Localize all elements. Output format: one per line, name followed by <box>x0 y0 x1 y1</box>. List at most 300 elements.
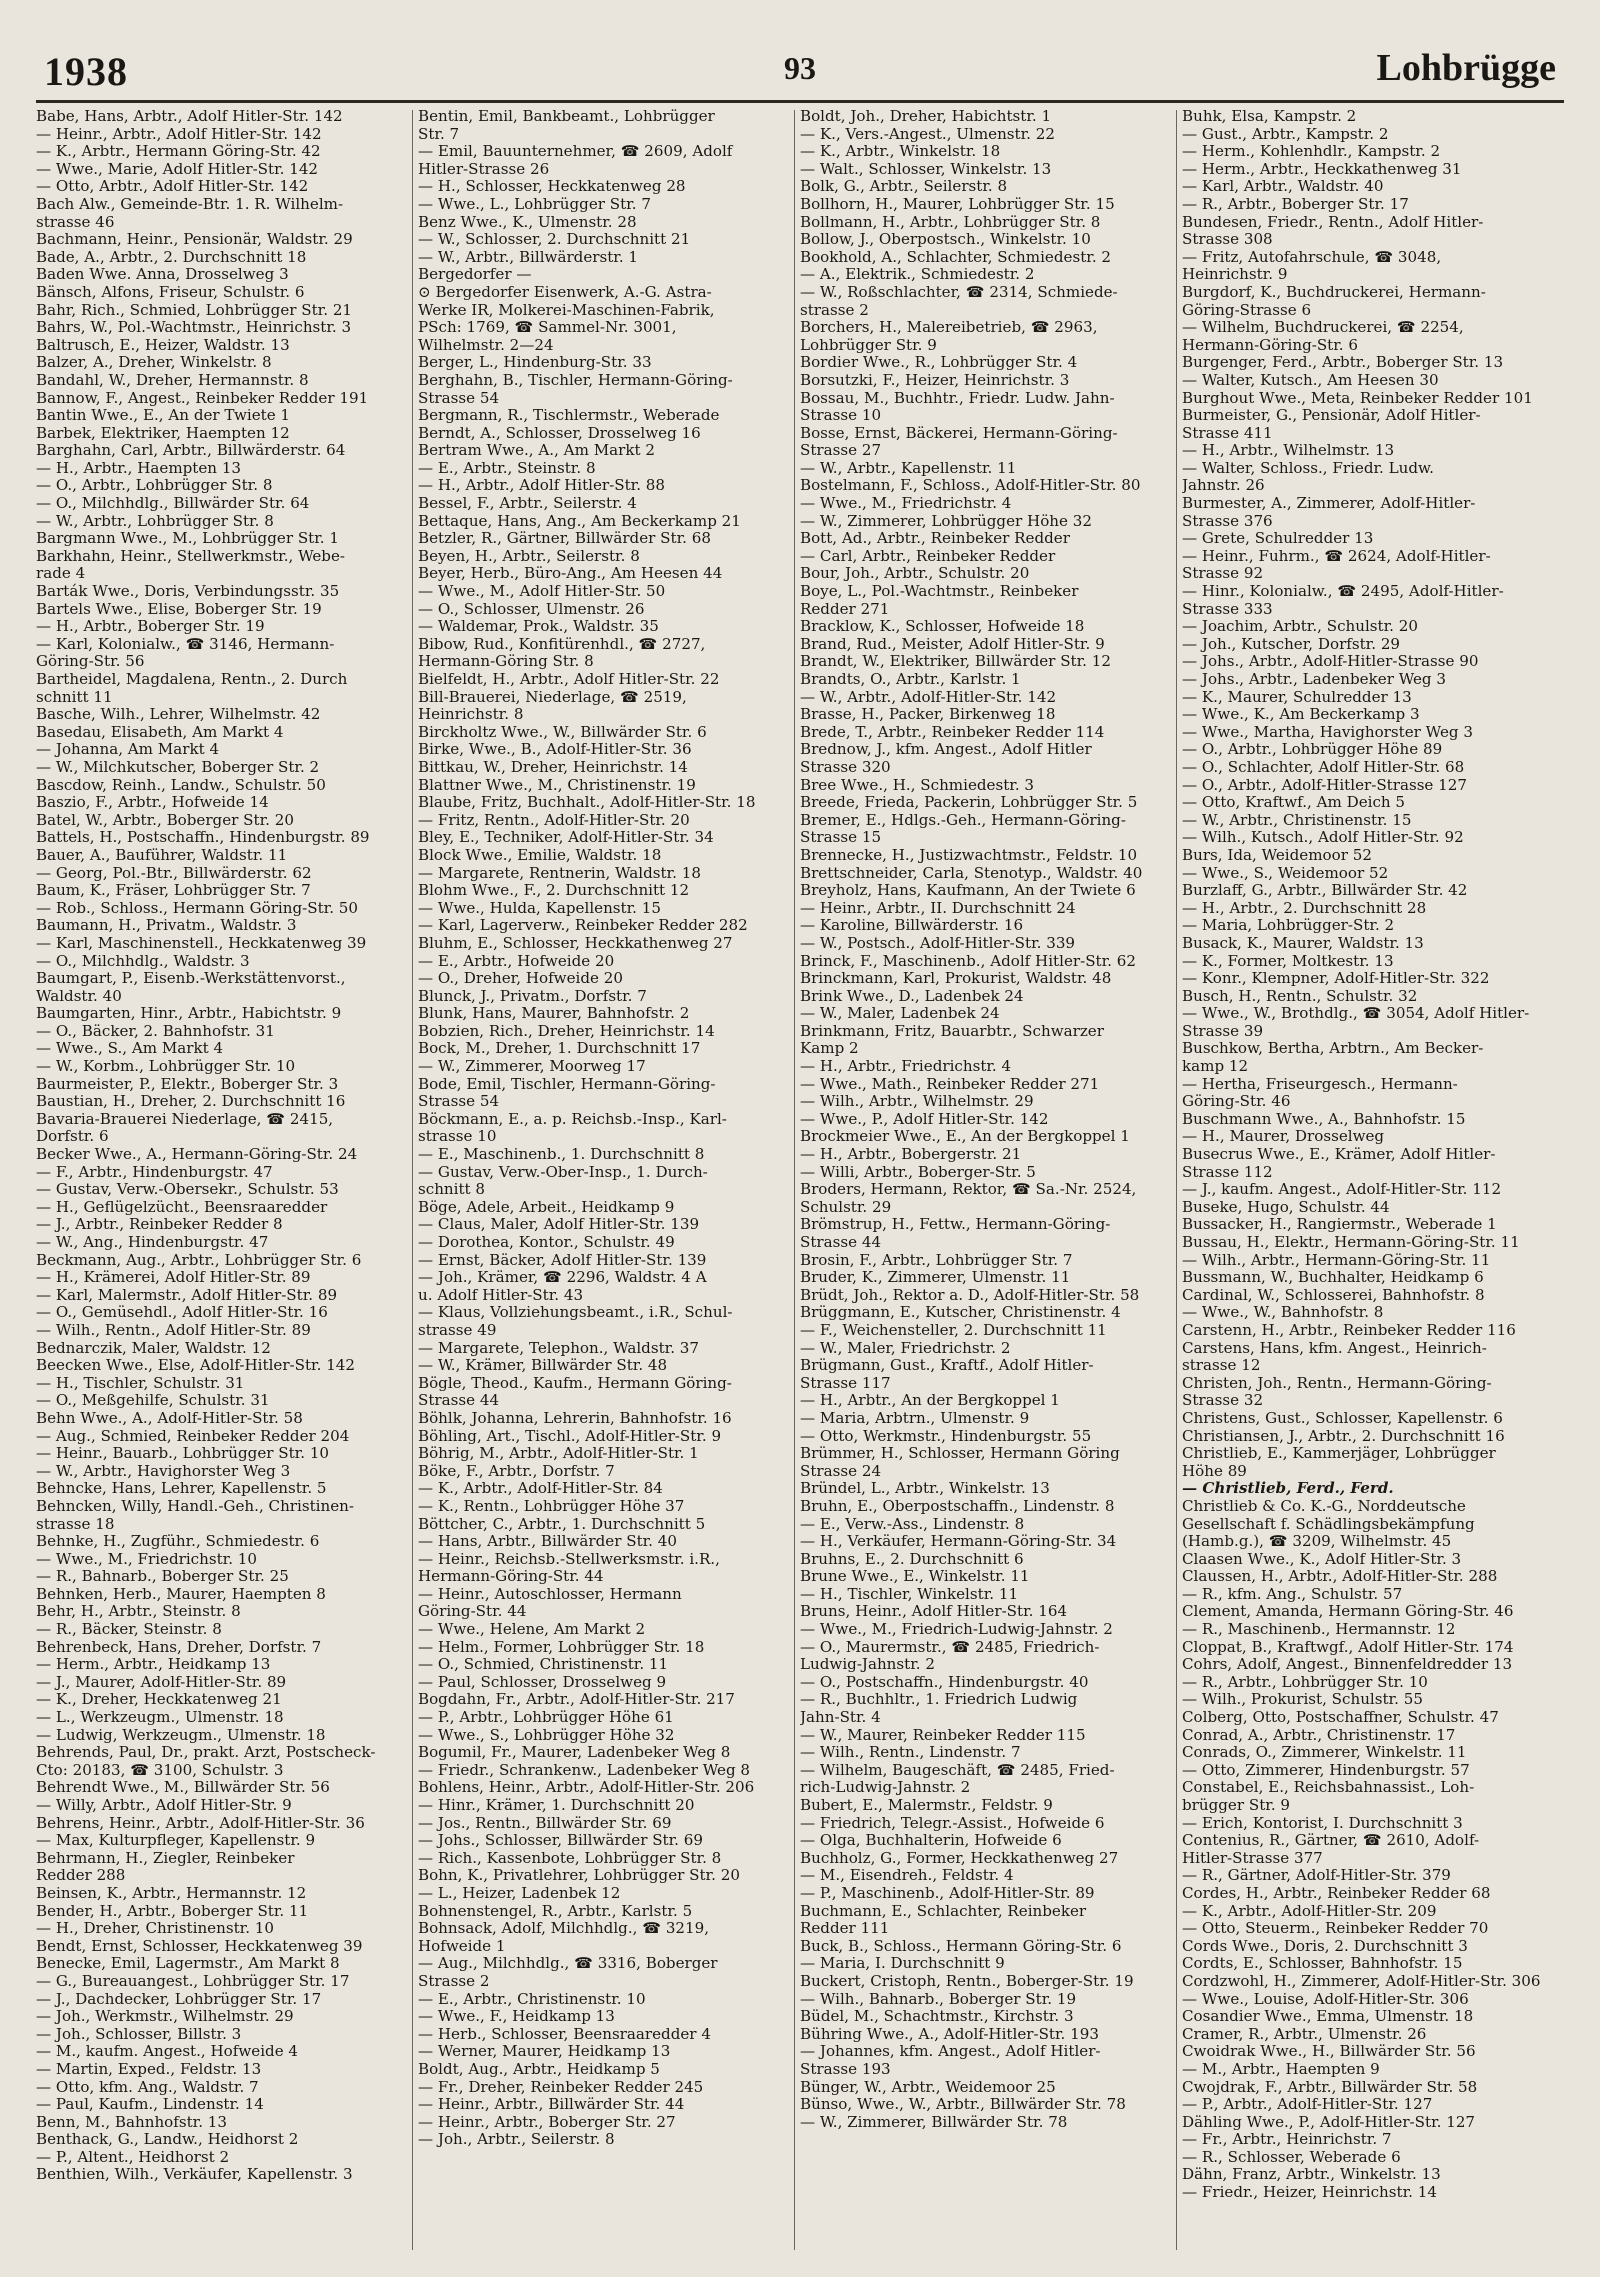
page-place-title: Lohbrügge <box>1376 47 1556 89</box>
directory-entry: Bannow, F., Angest., Reinbeker Redder 191 <box>36 389 369 407</box>
directory-entry: Heinrichstr. 9 <box>1182 266 1288 284</box>
directory-entry: Burghout Wwe., Meta, Reinbeker Redder 101 <box>1182 389 1533 407</box>
directory-entry: — H., Arbtr., 2. Durchschnitt 28 <box>1182 899 1427 917</box>
directory-entry: Bergmann, R., Tischlermstr., Weberade <box>418 407 720 425</box>
directory-entry: — Gustav, Verw.-Ober-Insp., 1. Durch- <box>418 1163 708 1181</box>
directory-entry: — W., Arbtr., Billwärderstr. 1 <box>418 248 639 266</box>
directory-entry: — Aug., Milchhdlg., ☎ 3316, Boberger <box>418 1955 718 1973</box>
directory-entry: Strasse 376 <box>1182 512 1273 530</box>
directory-entry: Bantin Wwe., E., An der Twiete 1 <box>36 407 291 425</box>
directory-entry: schnitt 11 <box>36 688 113 706</box>
directory-entry: — Maria, I. Durchschnitt 9 <box>800 1955 1005 1973</box>
directory-columns <box>36 108 1564 2258</box>
directory-entry: Dähn, Franz, Arbtr., Winkelstr. 13 <box>1182 2166 1441 2184</box>
page-header <box>40 44 1560 94</box>
directory-entry: Blattner Wwe., M., Christinenstr. 19 <box>418 776 696 794</box>
directory-entry: — H., Dreher, Christinenstr. 10 <box>36 1920 274 1938</box>
directory-entry: Strasse 24 <box>800 1462 882 1480</box>
directory-entry: Beecken Wwe., Else, Adolf-Hitler-Str. 142 <box>36 1357 356 1375</box>
directory-entry: Bergedorfer — <box>418 266 532 284</box>
directory-entry: Battels, H., Postschaffn., Hindenburgstr. 89 <box>36 829 370 847</box>
directory-entry: Buckert, Cristoph, Rentn., Boberger-Str. 19 <box>800 1972 1134 1990</box>
directory-entry: Cardinal, W., Schlosserei, Bahnhofstr. 8 <box>1182 1286 1485 1304</box>
directory-entry: — W., Arbtr., Christinenstr. 15 <box>1182 811 1412 829</box>
directory-entry: Jahn-Str. 4 <box>800 1709 881 1727</box>
directory-entry: Brednow, J., kfm. Angest., Adolf Hitler <box>800 741 1092 759</box>
directory-entry: — Wilhelm, Buchdruckerei, ☎ 2254, <box>1182 319 1464 337</box>
directory-entry: Baltrusch, E., Heizer, Waldstr. 13 <box>36 336 290 354</box>
directory-entry: Bussacker, H., Rangiermstr., Weberade 1 <box>1182 1216 1497 1234</box>
directory-entry: Heinrichstr. 8 <box>418 706 524 724</box>
directory-entry: rich-Ludwig-Jahnstr. 2 <box>800 1779 971 1797</box>
directory-entry: — Maria, Lohbrügger-Str. 2 <box>1182 917 1395 935</box>
directory-entry: Bendt, Ernst, Schlosser, Heckkatenweg 39 <box>36 1937 363 1955</box>
directory-entry: Burgdorf, K., Buchdruckerei, Hermann- <box>1182 283 1486 301</box>
directory-entry: — Maria, Arbtrn., Ulmenstr. 9 <box>800 1409 1030 1427</box>
directory-entry: Bögle, Theod., Kaufm., Hermann Göring- <box>418 1374 732 1392</box>
directory-entry: ⊙ Bergedorfer Eisenwerk, A.-G. Astra- <box>418 283 712 301</box>
directory-entry: — H., Arbtr., An der Bergkoppel 1 <box>800 1392 1060 1410</box>
directory-entry: Babe, Hans, Arbtr., Adolf Hitler-Str. 142 <box>36 108 343 125</box>
directory-entry: Bielfeldt, H., Arbtr., Adolf Hitler-Str. 22 <box>418 671 720 688</box>
directory-entry: Dorfstr. 6 <box>36 1128 109 1146</box>
directory-entry: Behnke, H., Zugführ., Schmiedestr. 6 <box>36 1533 320 1551</box>
directory-entry: Constabel, E., Reichsbahnassist., Loh- <box>1182 1779 1475 1797</box>
directory-entry: — W., Schlosser, 2. Durchschnitt 21 <box>418 231 691 249</box>
directory-entry: Bünger, W., Arbtr., Weidemoor 25 <box>800 2078 1056 2096</box>
directory-entry: Bussmann, W., Buchhalter, Heidkamp 6 <box>1182 1269 1484 1287</box>
directory-entry: Cordes, H., Arbtr., Reinbeker Redder 68 <box>1182 1884 1491 1902</box>
directory-entry: — Hinr., Kolonialw., ☎ 2495, Adolf-Hitler- <box>1182 583 1504 601</box>
directory-entry: Barkhahn, Heinr., Stellwerkmstr., Webe- <box>36 547 345 565</box>
directory-entry: — Fr., Arbtr., Heinrichstr. 7 <box>1182 2131 1392 2149</box>
directory-entry: — A., Elektrik., Schmiedestr. 2 <box>800 266 1035 284</box>
directory-entry: Brinck, F., Maschinenb., Adolf Hitler-Str. 62 <box>800 952 1136 970</box>
directory-entry: — H., Arbtr., Haempten 13 <box>36 459 242 477</box>
directory-entry: Block Wwe., Emilie, Waldstr. 18 <box>418 846 662 864</box>
directory-entry: Brink Wwe., D., Ladenbek 24 <box>800 987 1024 1005</box>
directory-entry: Strasse 112 <box>1182 1163 1273 1181</box>
directory-entry: — O., Arbtr., Lohbrügger Höhe 89 <box>1182 741 1443 759</box>
directory-entry: — Johs., Arbtr., Adolf-Hitler-Strasse 90 <box>1182 653 1479 671</box>
directory-entry: Hermann-Göring-Str. 44 <box>418 1568 604 1586</box>
directory-entry: Barghahn, Carl, Arbtr., Billwärderstr. 64 <box>36 442 346 460</box>
directory-entry: Betzler, R., Gärtner, Billwärder Str. 68 <box>418 530 711 548</box>
directory-entry: — Martin, Exped., Feldstr. 13 <box>36 2060 262 2078</box>
directory-entry: — O., Milchhdlg., Billwärder Str. 64 <box>36 495 310 513</box>
directory-entry: Clement, Amanda, Hermann Göring-Str. 46 <box>1182 1603 1514 1621</box>
directory-entry: Brinkmann, Fritz, Bauarbtr., Schwarzer <box>800 1022 1104 1040</box>
directory-entry: — Wwe., Hulda, Kapellenstr. 15 <box>418 899 661 917</box>
directory-entry: Bollhorn, H., Maurer, Lohbrügger Str. 15 <box>800 195 1115 213</box>
directory-entry: — W., Ang., Hindenburgstr. 47 <box>36 1234 269 1251</box>
directory-entry: — J., Dachdecker, Lohbrügger Str. 17 <box>36 1990 322 2008</box>
directory-entry: — M., Eisendreh., Feldstr. 4 <box>800 1867 1014 1885</box>
directory-entry: Benn, M., Bahnhofstr. 13 <box>36 2113 228 2131</box>
directory-entry: Strasse 32 <box>1182 1392 1264 1410</box>
directory-entry: — O., Milchhdlg., Waldstr. 3 <box>36 952 250 970</box>
directory-entry: Bründel, L., Arbtr., Winkelstr. 13 <box>800 1480 1050 1498</box>
directory-entry: Bundesen, Friedr., Rentn., Adolf Hitler- <box>1182 213 1484 231</box>
directory-entry: Behncke, Hans, Lehrer, Kapellenstr. 5 <box>36 1480 327 1498</box>
directory-entry: Balzer, A., Dreher, Winkelstr. 8 <box>36 354 272 372</box>
directory-entry: Brand, Rud., Meister, Adolf Hitler-Str. 9 <box>800 635 1105 653</box>
directory-entry: — Wwe., W., Bahnhofstr. 8 <box>1182 1304 1384 1322</box>
directory-entry: — Herb., Schlosser, Beensraaredder 4 <box>418 2025 711 2043</box>
directory-entry: — Wwe., P., Adolf Hitler-Str. 142 <box>800 1110 1049 1128</box>
directory-entry: Cwoidrak Wwe., H., Billwärder Str. 56 <box>1182 2043 1476 2061</box>
directory-entry: — L., Heizer, Ladenbek 12 <box>418 1884 621 1902</box>
directory-entry: Böge, Adele, Arbeit., Heidkamp 9 <box>418 1198 675 1216</box>
directory-entry: — R., Arbtr., Boberger Str. 17 <box>1182 195 1409 213</box>
directory-entry: — Grete, Schulredder 13 <box>1182 530 1374 548</box>
directory-entry: Böttcher, C., Arbtr., 1. Durchschnitt 5 <box>418 1515 706 1533</box>
directory-entry: Christlieb, E., Kammerjäger, Lohbrügger <box>1182 1445 1496 1463</box>
directory-entry: Berger, L., Hindenburg-Str. 33 <box>418 354 652 372</box>
directory-entry: Bolk, G., Arbtr., Seilerstr. 8 <box>800 178 1008 196</box>
directory-entry: — F., Arbtr., Hindenburgstr. 47 <box>36 1163 273 1181</box>
directory-entry: — W., Korbm., Lohbrügger Str. 10 <box>36 1058 296 1076</box>
directory-entry: Bremer, E., Hdlgs.-Geh., Hermann-Göring- <box>800 811 1126 829</box>
directory-entry: Brennecke, H., Justizwachtmstr., Feldstr. 10 <box>800 846 1138 864</box>
directory-entry: — Wilh., Rentn., Lindenstr. 7 <box>800 1744 1021 1762</box>
directory-entry: — H., Schlosser, Heckkatenweg 28 <box>418 178 686 196</box>
directory-entry: — Herm., Kohlenhdlr., Kampstr. 2 <box>1182 143 1441 161</box>
directory-entry: — E., Arbtr., Christinenstr. 10 <box>418 1990 646 2008</box>
directory-entry: Blunck, J., Privatm., Dorfstr. 7 <box>418 987 647 1005</box>
directory-entry: strasse 49 <box>418 1321 497 1339</box>
directory-entry: — Herm., Arbtr., Heidkamp 13 <box>36 1656 271 1674</box>
directory-entry: Contenius, R., Gärtner, ☎ 2610, Adolf- <box>1182 1832 1480 1850</box>
directory-entry: Buseke, Hugo, Schulstr. 44 <box>1182 1198 1390 1216</box>
directory-entry: — Emil, Bauunternehmer, ☎ 2609, Adolf <box>418 143 733 161</box>
directory-entry: u. Adolf Hitler-Str. 43 <box>418 1286 584 1304</box>
directory-entry: Strasse 193 <box>800 2060 891 2078</box>
directory-entry: Strasse 2 <box>418 1972 490 1990</box>
directory-entry: Busecrus Wwe., E., Krämer, Adolf Hitler- <box>1182 1146 1496 1164</box>
directory-entry: Bill-Brauerei, Niederlage, ☎ 2519, <box>418 688 687 706</box>
directory-entry: — Wwe., M., Friedrich-Ludwig-Jahnstr. 2 <box>800 1621 1113 1639</box>
directory-entry: Bracklow, K., Schlosser, Hofweide 18 <box>800 618 1085 636</box>
directory-entry: — Otto, Zimmerer, Hindenburgstr. 57 <box>1182 1761 1470 1779</box>
directory-entry: — Hertha, Friseurgesch., Hermann- <box>1182 1075 1458 1093</box>
directory-entry: Cwojdrak, F., Arbtr., Billwärder Str. 58 <box>1182 2078 1478 2096</box>
directory-entry: Ludwig-Jahnstr. 2 <box>800 1656 935 1674</box>
directory-entry: Claussen, H., Arbtr., Adolf-Hitler-Str. 288 <box>1182 1568 1498 1586</box>
directory-entry: — Wwe., Helene, Am Markt 2 <box>418 1621 646 1639</box>
directory-entry: Gesellschaft f. Schädlingsbekämpfung <box>1182 1515 1475 1533</box>
directory-entry: — E., Arbtr., Steinstr. 8 <box>418 459 596 477</box>
directory-entry: Basedau, Elisabeth, Am Markt 4 <box>36 723 284 741</box>
directory-entry: Christlieb & Co. K.-G., Norddeutsche <box>1182 1497 1466 1515</box>
directory-entry: Cohrs, Adolf, Angest., Binnenfeldredder 13 <box>1182 1656 1513 1674</box>
directory-entry: — R., Bahnarb., Boberger Str. 25 <box>36 1568 289 1586</box>
directory-entry: Burs, Ida, Weidemoor 52 <box>1182 846 1372 864</box>
directory-entry: — O., Arbtr., Adolf-Hitler-Strasse 127 <box>1182 776 1467 794</box>
directory-entry: — Willy, Arbtr., Adolf Hitler-Str. 9 <box>36 1797 292 1814</box>
directory-entry: Bruns, Heinr., Adolf Hitler-Str. 164 <box>800 1603 1068 1621</box>
directory-entry: Bree Wwe., H., Schmiedestr. 3 <box>800 776 1035 794</box>
directory-entry: Burmester, A., Zimmerer, Adolf-Hitler- <box>1182 495 1476 513</box>
directory-entry: — Heinr., Arbtr., Adolf Hitler-Str. 142 <box>36 125 322 143</box>
directory-entry: Baumann, H., Privatm., Waldstr. 3 <box>36 917 297 935</box>
directory-entry: Borsutzki, F., Heizer, Heinrichstr. 3 <box>800 371 1070 389</box>
directory-entry: Behrmann, H., Ziegler, Reinbeker <box>36 1849 295 1867</box>
directory-entry: — Wwe., Math., Reinbeker Redder 271 <box>800 1075 1100 1093</box>
directory-entry: Christen, Joh., Rentn., Hermann-Göring- <box>1182 1374 1492 1392</box>
directory-entry: — H., Verkäufer, Hermann-Göring-Str. 34 <box>800 1533 1117 1551</box>
directory-entry: — Gust., Arbtr., Kampstr. 2 <box>1182 125 1389 143</box>
directory-entry: Strasse 44 <box>418 1392 500 1410</box>
directory-entry: — Jos., Rentn., Billwärder Str. 69 <box>418 1814 672 1832</box>
directory-entry: Bour, Joh., Arbtr., Schulstr. 20 <box>800 565 1030 583</box>
directory-entry: — H., Arbtr., Bobergerstr. 21 <box>800 1146 1022 1164</box>
directory-entry: — Johanna, Am Markt 4 <box>36 741 220 759</box>
directory-entry: Böhling, Art., Tischl., Adolf-Hitler-Str. 9 <box>418 1427 722 1445</box>
directory-entry: Benthien, Wilh., Verkäufer, Kapellenstr. 3 <box>36 2166 353 2184</box>
directory-entry: Benecke, Emil, Lagermstr., Am Markt 8 <box>36 1955 340 1973</box>
directory-entry: Breede, Frieda, Packerin, Lohbrügger Str. 5 <box>800 794 1138 812</box>
directory-entry: Bosse, Ernst, Bäckerei, Hermann-Göring- <box>800 424 1118 442</box>
directory-entry: Bauer, A., Bauführer, Waldstr. 11 <box>36 846 288 864</box>
directory-entry: schnitt 8 <box>418 1181 486 1199</box>
directory-entry: — H., Arbtr., Wilhelmstr. 13 <box>1182 442 1395 460</box>
directory-entry: Brüggmann, E., Kutscher, Christinenstr. 4 <box>800 1304 1121 1322</box>
directory-entry: Strasse 10 <box>800 407 882 425</box>
directory-entry: Busack, K., Maurer, Waldstr. 13 <box>1182 934 1424 952</box>
directory-entry: Christiansen, J., Arbtr., 2. Durchschnitt 16 <box>1182 1427 1505 1445</box>
directory-entry: Conrad, A., Arbtr., Christinenstr. 17 <box>1182 1726 1456 1744</box>
directory-entry: — Wwe., S., Weidemoor 52 <box>1182 864 1389 882</box>
column-divider <box>1176 110 1177 2250</box>
directory-entry: — J., kaufm. Angest., Adolf-Hitler-Str. 112 <box>1182 1181 1502 1199</box>
directory-entry: Strasse 92 <box>1182 565 1264 583</box>
directory-entry: Redder 288 <box>36 1867 126 1885</box>
directory-entry: — Karl, Lagerverw., Reinbeker Redder 282 <box>418 917 748 935</box>
directory-entry: Göring-Str. 56 <box>36 653 145 671</box>
directory-entry: Strasse 15 <box>800 829 882 847</box>
directory-entry: — Christlieb, Ferd., Ferd. <box>1182 1480 1394 1498</box>
directory-entry: Burzlaff, G., Arbtr., Billwärder Str. 42 <box>1182 882 1468 900</box>
directory-entry: — P., Maschinenb., Adolf-Hitler-Str. 89 <box>800 1884 1095 1902</box>
directory-entry: — K., Maurer, Schulredder 13 <box>1182 688 1412 706</box>
directory-entry: Birckholtz Wwe., W., Billwärder Str. 6 <box>418 723 707 741</box>
column-divider <box>412 110 413 2250</box>
directory-entry: Beinsen, K., Arbtr., Hermannstr. 12 <box>36 1884 307 1902</box>
directory-entry: Bender, H., Arbtr., Boberger Str. 11 <box>36 1902 309 1920</box>
directory-entry: Büdel, M., Schachtmstr., Kirchstr. 3 <box>800 2008 1074 2026</box>
directory-entry: Böke, F., Arbtr., Dorfstr. 7 <box>418 1462 615 1480</box>
directory-entry: — Dorothea, Kontor., Schulstr. 49 <box>418 1234 675 1251</box>
directory-entry: — W., Maler, Friedrichstr. 2 <box>800 1339 1011 1357</box>
directory-entry: (Hamb.g.), ☎ 3209, Wilhelmstr. 45 <box>1182 1533 1452 1551</box>
directory-entry: — H., Arbtr., Friedrichstr. 4 <box>800 1058 1012 1076</box>
directory-entry: — Wilh., Kutsch., Adolf Hitler-Str. 92 <box>1182 829 1464 847</box>
directory-entry: — Friedr., Heizer, Heinrichstr. 14 <box>1182 2184 1437 2202</box>
directory-entry: Strasse 333 <box>1182 600 1273 618</box>
directory-entry: strasse 12 <box>1182 1357 1261 1375</box>
directory-entry: Behrenbeck, Hans, Dreher, Dorfstr. 7 <box>36 1638 322 1656</box>
directory-entry: Bavaria-Brauerei Niederlage, ☎ 2415, <box>36 1110 334 1128</box>
directory-entry: Höhe 89 <box>1182 1462 1247 1480</box>
directory-entry: Brümmer, H., Schlosser, Hermann Göring <box>800 1445 1120 1463</box>
directory-entry: Bühring Wwe., A., Adolf-Hitler-Str. 193 <box>800 2025 1099 2043</box>
directory-entry: — P., Arbtr., Lohbrügger Höhe 61 <box>418 1709 674 1727</box>
directory-entry: — Werner, Maurer, Heidkamp 13 <box>418 2043 671 2061</box>
directory-entry: Buschkow, Bertha, Arbtrn., Am Becker- <box>1182 1040 1484 1058</box>
directory-entry: Colberg, Otto, Postschaffner, Schulstr. 47 <box>1182 1709 1499 1727</box>
directory-entry: Strasse 54 <box>418 389 500 407</box>
directory-entry: Berghahn, B., Tischler, Hermann-Göring- <box>418 371 733 389</box>
directory-entry: Brandts, O., Arbtr., Karlstr. 1 <box>800 671 1021 688</box>
directory-entry: Carstenn, H., Arbtr., Reinbeker Redder 116 <box>1182 1321 1516 1339</box>
directory-entry: Bogdahn, Fr., Arbtr., Adolf-Hitler-Str. 217 <box>418 1691 735 1709</box>
directory-entry: Buhk, Elsa, Kampstr. 2 <box>1182 108 1357 125</box>
directory-entry: — Friedrich, Telegr.-Assist., Hofweide 6 <box>800 1814 1105 1832</box>
directory-entry: — O., Gemüsehdl., Adolf Hitler-Str. 16 <box>36 1304 328 1322</box>
directory-entry: strasse 10 <box>418 1128 497 1146</box>
directory-entry: — Margarete, Telephon., Waldstr. 37 <box>418 1339 699 1357</box>
directory-entry: — Wwe., L., Lohbrügger Str. 7 <box>418 195 651 213</box>
directory-entry: — Walter, Kutsch., Am Heesen 30 <box>1182 371 1439 389</box>
directory-entry: — Heinr., Arbtr., II. Durchschnitt 24 <box>800 899 1076 917</box>
directory-entry: — Johannes, kfm. Angest., Adolf Hitler- <box>800 2043 1101 2061</box>
directory-entry: Brosin, F., Arbtr., Lohbrügger Str. 7 <box>800 1251 1073 1269</box>
directory-entry: — Otto, Steuerm., Reinbeker Redder 70 <box>1182 1920 1489 1938</box>
directory-entry: Böckmann, E., a. p. Reichsb.-Insp., Karl- <box>418 1110 727 1128</box>
directory-entry: — O., Meßgehilfe, Schulstr. 31 <box>36 1392 270 1410</box>
directory-entry: — K., Arbtr., Hermann Göring-Str. 42 <box>36 143 321 161</box>
directory-entry: Jahnstr. 26 <box>1182 477 1265 495</box>
directory-entry: — Karl, Malermstr., Adolf Hitler-Str. 89 <box>36 1286 338 1304</box>
directory-entry: — Heinr., Bauarb., Lohbrügger Str. 10 <box>36 1445 330 1463</box>
directory-entry: Strasse 39 <box>1182 1022 1264 1040</box>
directory-entry: Bossau, M., Buchhtr., Friedr. Ludw. Jahn- <box>800 389 1115 407</box>
directory-entry: Bobzien, Rich., Dreher, Heinrichstr. 14 <box>418 1022 715 1040</box>
directory-entry: — F., Weichensteller, 2. Durchschnitt 11 <box>800 1321 1107 1339</box>
directory-entry: — H., Maurer, Drosselweg <box>1182 1128 1385 1146</box>
directory-entry: — Joh., Arbtr., Seilerstr. 8 <box>418 2131 615 2149</box>
directory-entry: — W., Maler, Ladenbek 24 <box>800 1005 1000 1023</box>
directory-entry: — Wilhelm, Baugeschäft, ☎ 2485, Fried- <box>800 1761 1115 1779</box>
directory-entry: — Helm., Former, Lohbrügger Str. 18 <box>418 1638 705 1656</box>
directory-entry: Beyer, Herb., Büro-Ang., Am Heesen 44 <box>418 565 723 583</box>
directory-entry: Baustian, H., Dreher, 2. Durchschnitt 16 <box>36 1093 346 1111</box>
directory-entry: Behrens, Heinr., Arbtr., Adolf-Hitler-Str. 36 <box>36 1814 365 1832</box>
directory-entry: Bartels Wwe., Elise, Boberger Str. 19 <box>36 600 322 618</box>
directory-entry: Bessel, F., Arbtr., Seilerstr. 4 <box>418 495 637 513</box>
directory-entry: Bade, A., Arbtr., 2. Durchschnitt 18 <box>36 248 307 266</box>
directory-entry: — Joh., Werkmstr., Wilhelmstr. 29 <box>36 2008 294 2026</box>
directory-entry: — Walt., Schlosser, Winkelstr. 13 <box>800 160 1052 178</box>
directory-entry: — W., Roßschlachter, ☎ 2314, Schmiede- <box>800 283 1118 301</box>
directory-entry: Brasse, H., Packer, Birkenweg 18 <box>800 706 1056 724</box>
directory-entry: — M., Arbtr., Haempten 9 <box>1182 2060 1380 2078</box>
directory-entry: Baumgart, P., Eisenb.-Werkstättenvorst., <box>36 970 346 988</box>
directory-column-2 <box>418 108 788 2258</box>
directory-entry: Brüdt, Joh., Rektor a. D., Adolf-Hitler-Str. 58 <box>800 1286 1140 1304</box>
directory-entry: Werke IR, Molkerei-Maschinen-Fabrik, <box>418 301 715 319</box>
directory-entry: — W., Zimmerer, Moorweg 17 <box>418 1058 646 1076</box>
directory-entry: — Klaus, Vollziehungsbeamt., i.R., Schul- <box>418 1304 733 1322</box>
directory-entry: Baden Wwe. Anna, Drosselweg 3 <box>36 266 289 284</box>
directory-entry: Behrends, Paul, Dr., prakt. Arzt, Postscheck- <box>36 1744 376 1762</box>
directory-entry: Blohm Wwe., F., 2. Durchschnitt 12 <box>418 882 690 900</box>
directory-entry: — L., Werkzeugm., Ulmenstr. 18 <box>36 1709 284 1727</box>
directory-entry: Bogumil, Fr., Maurer, Ladenbeker Weg 8 <box>418 1744 731 1762</box>
directory-entry: Schulstr. 29 <box>800 1198 892 1216</box>
directory-entry: Böhrig, M., Arbtr., Adolf-Hitler-Str. 1 <box>418 1445 699 1463</box>
directory-entry: Benthack, G., Landw., Heidhorst 2 <box>36 2131 299 2149</box>
directory-entry: Göring-Strasse 6 <box>1182 301 1312 319</box>
directory-entry: — Rob., Schloss., Hermann Göring-Str. 50 <box>36 899 359 917</box>
directory-entry: strasse 2 <box>800 301 869 319</box>
directory-entry: — W., Arbtr., Lohbrügger Str. 8 <box>36 512 274 530</box>
directory-entry: — O., Dreher, Hofweide 20 <box>418 970 623 988</box>
directory-entry: Barták Wwe., Doris, Verbindungsstr. 35 <box>36 583 340 601</box>
directory-entry: Cloppat, B., Kraftwgf., Adolf Hitler-Str. 174 <box>1182 1638 1514 1656</box>
directory-entry: — H., Arbtr., Boberger Str. 19 <box>36 618 265 636</box>
directory-entry: — Karl, Arbtr., Waldstr. 40 <box>1182 178 1384 196</box>
directory-entry: — W., Zimmerer, Billwärder Str. 78 <box>800 2113 1068 2131</box>
directory-entry: Bettaque, Hans, Ang., Am Beckerkamp 21 <box>418 512 741 530</box>
directory-entry: Bänsch, Alfons, Friseur, Schulstr. 6 <box>36 283 305 301</box>
directory-entry: Brettschneider, Carla, Stenotyp., Waldstr. 40 <box>800 864 1143 882</box>
directory-entry: Hermann-Göring Str. 8 <box>418 653 594 671</box>
directory-entry: Bookhold, A., Schlachter, Schmiedestr. 2 <box>800 248 1112 266</box>
directory-entry: Böhlk, Johanna, Lehrerin, Bahnhofstr. 16 <box>418 1409 732 1427</box>
directory-entry: Wilhelmstr. 2—24 <box>418 336 554 354</box>
directory-entry: — Konr., Klempner, Adolf-Hitler-Str. 322 <box>1182 970 1490 988</box>
directory-entry: Hofweide 1 <box>418 1937 506 1955</box>
directory-entry: Bandahl, W., Dreher, Hermannstr. 8 <box>36 371 309 389</box>
directory-entry: — K., Dreher, Heckkatenweg 21 <box>36 1691 282 1709</box>
directory-entry: — E., Arbtr., Hofweide 20 <box>418 952 615 970</box>
directory-entry: Blaube, Fritz, Buchhalt., Adolf-Hitler-Str. 18 <box>418 794 756 812</box>
directory-entry: Bohlens, Heinr., Arbtr., Adolf-Hitler-Str. 206 <box>418 1779 755 1797</box>
directory-entry: — R., Buchhltr., 1. Friedrich Ludwig <box>800 1691 1078 1709</box>
directory-entry: Baszio, F., Arbtr., Hofweide 14 <box>36 794 269 812</box>
directory-entry: — O., Schlosser, Ulmenstr. 26 <box>418 600 645 618</box>
directory-entry: — K., Former, Moltkestr. 13 <box>1182 952 1394 970</box>
directory-entry: Bubert, E., Malermstr., Feldstr. 9 <box>800 1797 1053 1814</box>
directory-entry: — Waldemar, Prok., Waldstr. 35 <box>418 618 659 636</box>
directory-entry: Bohnsack, Adolf, Milchhdlg., ☎ 3219, <box>418 1920 710 1938</box>
directory-entry: Bentin, Emil, Bankbeamt., Lohbrügger <box>418 108 715 125</box>
directory-entry: Behr, H., Arbtr., Steinstr. 8 <box>36 1603 241 1621</box>
directory-entry: — Karl, Kolonialw., ☎ 3146, Hermann- <box>36 635 335 653</box>
directory-entry: — R., Maschinenb., Hermannstr. 12 <box>1182 1621 1456 1639</box>
directory-entry: Broders, Hermann, Rektor, ☎ Sa.-Nr. 2524, <box>800 1181 1137 1199</box>
directory-entry: — H., Tischler, Winkelstr. 11 <box>800 1585 1019 1603</box>
directory-entry: Strasse 117 <box>800 1374 891 1392</box>
directory-entry: — K., Rentn., Lohbrügger Höhe 37 <box>418 1497 685 1515</box>
directory-entry: — R., Bäcker, Steinstr. 8 <box>36 1621 222 1639</box>
directory-entry: Strasse 44 <box>800 1234 882 1251</box>
directory-entry: — K., Arbtr., Winkelstr. 18 <box>800 143 1001 161</box>
directory-entry: Busch, H., Rentn., Schulstr. 32 <box>1182 987 1418 1005</box>
directory-entry: Bordier Wwe., R., Lohbrügger Str. 4 <box>800 354 1078 372</box>
directory-entry: — W., Krämer, Billwärder Str. 48 <box>418 1357 668 1375</box>
directory-entry: Brede, T., Arbtr., Reinbeker Redder 114 <box>800 723 1105 741</box>
directory-entry: — Georg, Pol.-Btr., Billwärderstr. 62 <box>36 864 312 882</box>
directory-entry: Behncken, Willy, Handl.-Geh., Christinen- <box>36 1497 354 1515</box>
directory-entry: Waldstr. 40 <box>36 987 122 1005</box>
directory-entry: — O., Arbtr., Lohbrügger Str. 8 <box>36 477 273 495</box>
page-number: 93 <box>784 50 816 86</box>
directory-entry: Brune Wwe., E., Winkelstr. 11 <box>800 1568 1030 1586</box>
directory-entry: Baum, K., Fräser, Lohbrügger Str. 7 <box>36 882 311 900</box>
